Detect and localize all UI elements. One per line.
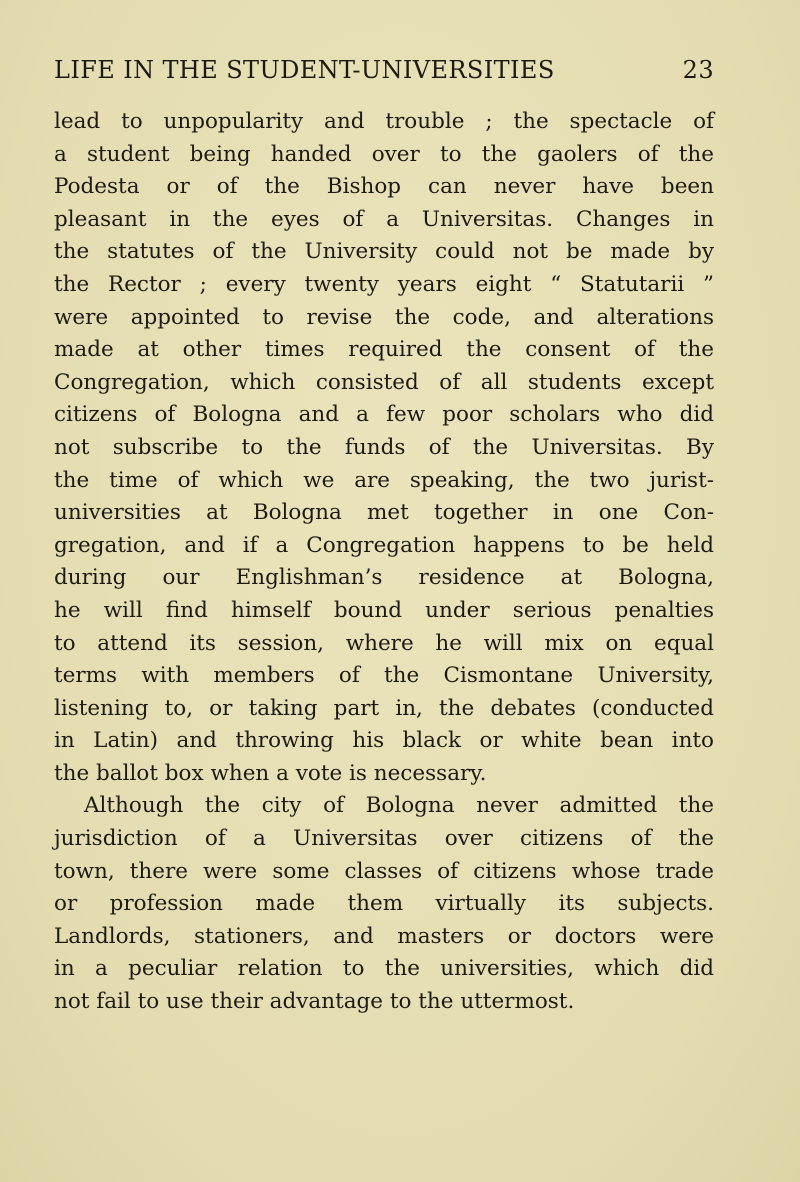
- text-line: listening to, or taking part in, the debates (conducted: [54, 695, 714, 721]
- text-line: made at other times required the consent of the: [54, 337, 714, 363]
- text-line: not subscribe to the funds of the Universitas. By: [54, 434, 714, 460]
- text-line: Landlords, stationers, and masters or doctors were: [54, 923, 714, 949]
- text-line: gregation, and if a Congregation happens to be held: [54, 532, 714, 558]
- text-line: Although the city of Bologna never admitted the: [84, 793, 714, 819]
- text-line: he will find himself bound under serious penalties: [54, 597, 714, 623]
- running-title: LIFE IN THE STUDENT-UNIVERSITIES: [54, 56, 555, 84]
- page-number: 23: [682, 56, 714, 84]
- text-line: universities at Bologna met together in one Con-: [54, 500, 714, 526]
- text-line: were appointed to revise the code, and alterations: [54, 304, 714, 330]
- running-head: [54, 52, 714, 88]
- text-line: not fail to use their advantage to the uttermost.: [54, 989, 575, 1015]
- text-line: terms with members of the Cismontane University,: [54, 663, 714, 689]
- text-line: in Latin) and throwing his black or white bean into: [54, 728, 714, 754]
- text-line: pleasant in the eyes of a Universitas. Changes in: [54, 206, 714, 232]
- text-line: to attend its session, where he will mix on equal: [54, 630, 714, 656]
- text-line: in a peculiar relation to the universities, which did: [54, 956, 714, 982]
- text-line: or profession made them virtually its subjects.: [54, 891, 714, 917]
- text-line: a student being handed over to the gaolers of the: [54, 141, 714, 167]
- text-line: town, there were some classes of citizens whose trade: [54, 858, 714, 884]
- text-line: lead to unpopularity and trouble ; the spectacle of: [54, 109, 714, 134]
- text-line: the Rector ; every twenty years eight “ Statutarii ”: [54, 271, 714, 297]
- text-line: the statutes of the University could not be made by: [54, 239, 714, 265]
- text-line: during our Englishman’s residence at Bologna,: [54, 565, 714, 591]
- text-line: the time of which we are speaking, the two jurist-: [54, 467, 714, 493]
- text-line: jurisdiction of a Universitas over citizens of the: [54, 826, 714, 852]
- text-line: citizens of Bologna and a few poor scholars who did: [54, 402, 714, 428]
- text-line: the ballot box when a vote is necessary.: [54, 760, 487, 786]
- paragraph-2: [54, 790, 714, 1018]
- paragraph-1: [54, 106, 714, 790]
- text-line: Congregation, which consisted of all students except: [54, 369, 714, 395]
- text-line: Podesta or of the Bishop can never have been: [54, 174, 714, 200]
- body-text: [54, 106, 714, 1019]
